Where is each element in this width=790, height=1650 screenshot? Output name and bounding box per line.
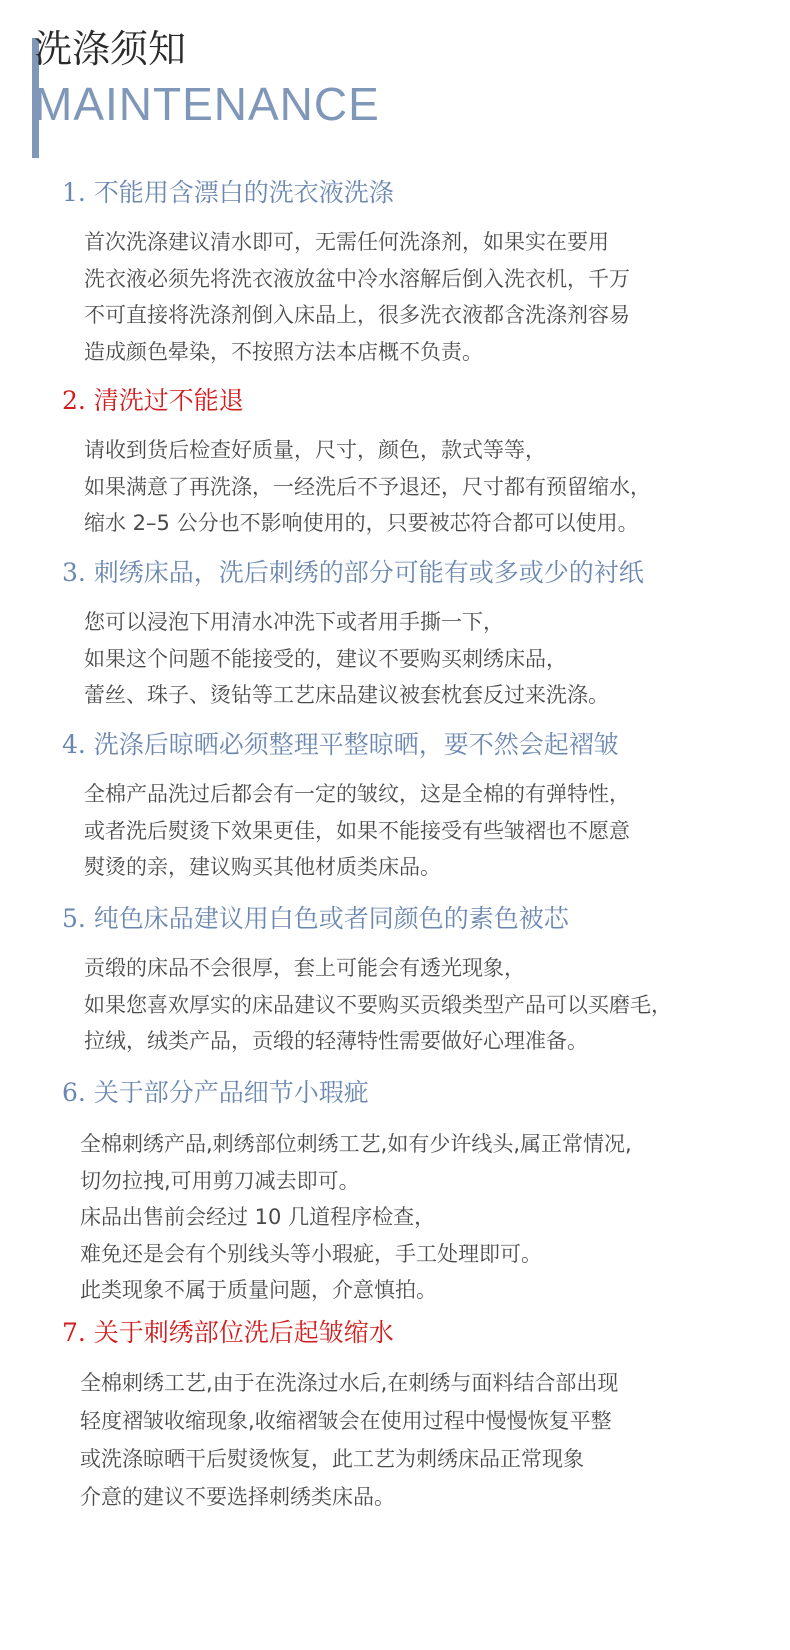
- body-line: 轻度褶皱收缩现象,收缩褶皱会在使用过程中慢慢恢复平整: [80, 1409, 612, 1433]
- body-line: 床品出售前会经过 10 几道程序检查，: [80, 1205, 436, 1229]
- body-line: 缩水 2–5 公分也不影响使用的，只要被芯符合都可以使用。: [84, 511, 639, 535]
- body-line: 蕾丝、珠子、烫钻等工艺床品建议被套枕套反过来洗涤。: [84, 683, 609, 707]
- section-body: [84, 432, 651, 542]
- page-subtitle: MAINTENANCE: [34, 78, 380, 130]
- body-line: 或者洗后熨烫下效果更佳，如果不能接受有些皱褶也不愿意: [84, 818, 630, 843]
- body-line: 全棉刺绣工艺,由于在洗涤过水后,在刺绣与面料结合部出现: [80, 1371, 619, 1395]
- body-line: 或洗涤晾晒干后熨烫恢复，此工艺为刺绣床品正常现象: [80, 1447, 584, 1471]
- body-line: 此类现象不属于质量问题，介意慎拍。: [80, 1278, 437, 1302]
- section-heading: 4. 洗涤后晾晒必须整理平整晾晒，要不然会起褶皱: [62, 730, 619, 759]
- body-line: 您可以浸泡下用清水冲洗下或者用手撕一下，: [84, 610, 504, 634]
- body-line: 拉绒，绒类产品，贡缎的轻薄特性需要做好心理准备。: [84, 1029, 588, 1053]
- body-line: 请收到货后检查好质量，尺寸，颜色，款式等等，: [84, 438, 546, 462]
- body-line: 贡缎的床品不会很厚，套上可能会有透光现象，: [84, 956, 525, 980]
- body-line: 难免还是会有个别线头等小瑕疵，手工处理即可。: [80, 1241, 542, 1266]
- section-heading: 6. 关于部分产品细节小瑕疵: [62, 1078, 369, 1107]
- section-body: [84, 224, 630, 370]
- body-line: 首次洗涤建议清水即可，无需任何洗涤剂，如果实在要用: [84, 230, 609, 254]
- header: [0, 0, 790, 160]
- body-line: 全棉刺绣产品,刺绣部位刺绣工艺,如有少许线头,属正常情况,: [80, 1132, 632, 1156]
- section-heading: 2. 清洗过不能退: [62, 386, 244, 415]
- body-line: 如果这个问题不能接受的，建议不要购买刺绣床品，: [84, 646, 567, 671]
- page-title: 洗涤须知: [34, 27, 187, 71]
- body-line: 切勿拉拽,可用剪刀减去即可。: [80, 1168, 360, 1193]
- body-line: 介意的建议不要选择刺绣类床品。: [80, 1485, 395, 1509]
- section-body: [84, 776, 630, 886]
- section-heading: 7. 关于刺绣部位洗后起皱缩水: [62, 1318, 394, 1347]
- section-body: [80, 1126, 632, 1309]
- section-body: [80, 1364, 618, 1516]
- section-heading: 3. 刺绣床品，洗后刺绣的部分可能有或多或少的衬纸: [62, 558, 644, 587]
- body-line: 全棉产品洗过后都会有一定的皱纹，这是全棉的有弹特性，: [84, 782, 630, 806]
- body-line: 洗衣液必须先将洗衣液放盆中冷水溶解后倒入洗衣机，千万: [84, 266, 630, 291]
- section-heading: 5. 纯色床品建议用白色或者同颜色的素色被芯: [62, 904, 569, 933]
- body-line: 如果满意了再洗涤，一经洗后不予退还，尺寸都有预留缩水，: [84, 474, 651, 499]
- section-heading: 1. 不能用含漂白的洗衣液洗涤: [62, 178, 394, 207]
- body-line: 如果您喜欢厚实的床品建议不要购买贡缎类型产品可以买磨毛，: [84, 992, 672, 1017]
- body-line: 熨烫的亲，建议购买其他材质类床品。: [84, 855, 441, 879]
- body-line: 造成颜色晕染，不按照方法本店概不负责。: [84, 339, 483, 364]
- body-line: 不可直接将洗涤剂倒入床品上，很多洗衣液都含洗涤剂容易: [84, 303, 630, 327]
- section-body: [84, 604, 609, 714]
- section-body: [84, 950, 672, 1060]
